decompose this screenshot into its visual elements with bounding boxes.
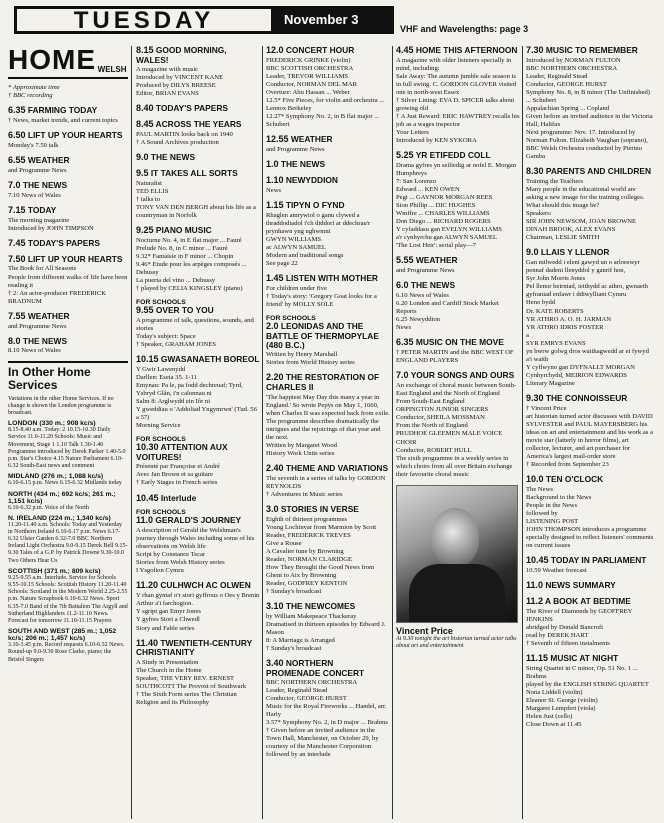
- programme-heading: [396, 46, 520, 56]
- programme-entry: [8, 106, 128, 125]
- programme-heading: [266, 46, 390, 56]
- programme-details: Training the Teachers Many people in the educational world are asking a new image for the training colleges. What should this image be? Speakers: SIR JOHN NEWSOM, JOAN BROWNE DINAH BROOK, ALEX EVANS Chairman, LESLIE SMITH: [526, 178, 645, 242]
- programme-heading: [266, 505, 390, 515]
- programme-title: WEATHER: [27, 154, 70, 165]
- programme-details: A Study in Presentation The Church in the Home Speaker, THE VERY REV. ERNEST SOUTHCOTT The Provost of Southwark † The Sixth Form series The Christian Religion and its Philosophy: [136, 658, 247, 706]
- programme-title: LIFT UP YOUR HEARTS: [27, 253, 123, 264]
- programme-details: and Programme News: [266, 146, 325, 154]
- programme-details: A description of Gerald the Welshman's journey through Wales including some of his observations on Welsh life Script by Constance Tecar Stories from Welsh History series I Ysgolion Cymru: [136, 527, 255, 575]
- programme-entry: [266, 505, 390, 596]
- programme-entry: [396, 371, 520, 478]
- programme-title: THE RESTORATION OF CHARLES II: [266, 372, 380, 393]
- programme-time: 6.55: [8, 154, 26, 165]
- programme-details: Gan milwedd i eleni gawyd un o arloeswyr pennaf dadeni llenyddol y ganrif hon, Syr John Morris Jones Pel llenor beirniad, ieithydd ac athro, gwnaeth gyfraniad enfawr i ddiwylliant Cymru Heno bydd Dr. KATE ROBERTS YR ATHRO A. O. H. JARMAN YR ATHRO IDRIS FOSTER a SYR EMRYS EVANS yn bwrw golwg dros waithagwedd ar ei fywyd a'i waith Y cyflwyno gan DYFNALLT MORGAN Cynhyrchydd, MEIRION EDWARDS Literary Magazine: [526, 259, 649, 387]
- programme-time: 2.40: [266, 462, 284, 473]
- region-name: LONDON (330 m.; 908 kc/s): [8, 420, 96, 428]
- programme-time: 10.30: [136, 442, 159, 453]
- programme-details: 6.10 News of Wales 6.20 London and Cardiff Stock Market Reports 6.25 Newyddion News: [396, 292, 499, 332]
- programme-entry: [8, 206, 128, 233]
- column-home: [8, 46, 128, 819]
- region-list: [8, 420, 128, 664]
- programme-details: Présenté par Françoise et André Avec Jan Brown et sa guitare † Early Stages in French series: [136, 463, 220, 487]
- programme-title: PARENTS AND CHILDREN: [545, 166, 652, 177]
- programme-time: 7.30: [526, 46, 544, 55]
- programme-heading: [396, 151, 520, 161]
- programme-heading: [396, 338, 520, 348]
- programme-time: 4.45: [396, 46, 414, 55]
- programme-title: THE NEWS: [22, 179, 68, 190]
- programme-heading: [526, 46, 654, 56]
- other-services-intro: Variations in the other Home Services. If no change is shown the London programme is broadcast.: [8, 395, 114, 417]
- programme-heading: [266, 373, 390, 392]
- programme-details: Drama gyfres yn seiliedig ar nofel E. Morgan Humphreys 7: San Lorenzo Edward ... KEN OWEN Pegi ... GAYNOR MORGAN REES Sion Phillip ... DIC HUGHES Wmffre ... CHARLES WILLIAMS Don Diego ... RICHARD ROGERS Y cyfaddasu gan EVELYN WILLIAMS a'r cynhyrchu gan ALWYN SAMUEL 'The Lost Heir': serial play—7: [396, 162, 516, 250]
- programme-entry: [136, 494, 260, 504]
- programme-title: TODAY'S PAPERS: [155, 103, 228, 114]
- programme-heading: [136, 581, 260, 591]
- programme-title: A BOOK AT BEDTIME: [545, 595, 631, 606]
- programme-details: The morning magazine Introduced by JOHN TIMPSON: [8, 216, 94, 232]
- programme-time: 3.10: [266, 600, 284, 611]
- programme-title: LIFT UP YOUR HEARTS: [27, 129, 123, 140]
- programme-time: 9.25: [136, 225, 154, 236]
- programme-title: PIANO MUSIC: [155, 225, 212, 236]
- programme-heading: [136, 355, 260, 365]
- programme-entry: [136, 355, 260, 430]
- programme-heading: [8, 181, 128, 191]
- programme-entry: [136, 46, 260, 98]
- programme-title: CONCERT HOUR: [285, 46, 355, 55]
- programme-title: CULHWCH AC OLWEN: [160, 580, 251, 591]
- programme-title: TODAY: [27, 204, 57, 215]
- programme-title: MUSIC AT NIGHT: [550, 652, 619, 663]
- column-rule: [131, 46, 132, 819]
- programme-entry: [8, 337, 128, 356]
- region-schedule: 11.20-11.40 a.m. Schools: Today and Yesterday in Northern Ireland 6.10-6.17 p.m. News 6.17-6.32 Ulster Garden 6.32-7.0 BBC Northern Ireland Light Orchestra 9.0-9.15 Derek Bell 9.15-9.30 Tales of a G.P. by Patrick Downe 9.30-10.0 Two Others Hear Us: [8, 521, 128, 564]
- programme-title: NEWS SUMMARY: [545, 580, 616, 591]
- region-name: MIDLAND (276 m.; 1,088 kc/s): [8, 473, 104, 481]
- programme-time: 11.0: [136, 515, 154, 526]
- portrait-suit: [409, 564, 505, 622]
- programme-heading: [136, 639, 260, 658]
- programme-entry: [136, 509, 260, 575]
- programme-heading: [396, 281, 520, 291]
- programme-title: THE NEWS: [410, 280, 456, 291]
- programme-time: 9.0: [526, 247, 539, 258]
- programme-list: [266, 46, 390, 759]
- programme-time: 9.30: [526, 392, 544, 403]
- programme-heading: [526, 167, 654, 177]
- programme-heading: [8, 255, 128, 265]
- programme-title: OVER TO YOU: [155, 305, 214, 316]
- programme-time: 9.0: [136, 152, 149, 163]
- programme-entry: [396, 338, 520, 365]
- programme-time: 7.15: [8, 204, 26, 215]
- programme-time: 11.40: [136, 637, 159, 648]
- programme-heading: [266, 160, 390, 170]
- programme-title: THEME AND VARIATIONS: [285, 462, 389, 473]
- programme-entry: [136, 104, 260, 114]
- programme-heading: [266, 602, 390, 612]
- programme-title: LISTEN WITH MOTHER: [285, 273, 378, 284]
- programme-heading: [396, 371, 520, 381]
- programme-title: STORIES IN VERSE: [280, 503, 359, 514]
- programme-title: GWASANAETH BOREOL: [160, 354, 260, 365]
- programme-details: A programme of talk, questions, sounds, and stories Today's subject: Space † Speaker, GRAHAM JONES: [136, 317, 254, 349]
- programme-details: Written by Henry Marshall Stories from World History series: [266, 351, 355, 367]
- programme-entry: [396, 46, 520, 145]
- programme-title: THE CONNOISSEUR: [545, 392, 628, 403]
- programme-time: 11.0: [526, 580, 544, 591]
- programme-details: Eighth of thirteen programmes Young Lochinvar from Marmion by Scott Reader, FREDERICK TREVES Give a Rouse A Cavalier tune by Browning Reader, NORMAN CLARIDGE How They Brought the Good News from Ghent to Aix by Browning Reader, GODFREY KENTON † Sunday's broadcast: [266, 515, 377, 595]
- programme-title: ACROSS THE YEARS: [155, 119, 242, 130]
- programme-details: PAUL MARTIN looks back on 1940 † A Sound Archives production: [136, 131, 233, 147]
- programme-heading: [266, 201, 390, 211]
- programme-time: 2.0: [266, 321, 279, 331]
- column-5: [526, 46, 654, 819]
- programme-time: 8.45: [136, 119, 154, 130]
- programme-entry: [136, 299, 260, 349]
- programme-time: 3.0: [266, 503, 279, 514]
- programme-heading: [8, 239, 128, 249]
- programme-entry: [266, 46, 390, 129]
- programme-heading: [526, 654, 654, 664]
- programme-heading: [526, 581, 654, 591]
- programme-heading: [526, 394, 654, 404]
- programme-title: FARMING TODAY: [27, 105, 98, 116]
- programme-title: TEN O'CLOCK: [545, 473, 604, 484]
- programme-entry: [526, 167, 654, 242]
- column-rule: [392, 46, 393, 819]
- welsh-label: WELSH: [97, 65, 127, 74]
- programme-entry: [266, 315, 390, 367]
- programme-details: The News Background to the News People in the News followed by LISTENING POST JOHN THOMPSON introduces a programme specially designed to reflect listeners' comments on current issues: [526, 485, 654, 550]
- programme-entry: [136, 581, 260, 632]
- programme-time: 7.0: [8, 179, 21, 190]
- programme-title: GERALD'S JOURNEY: [155, 515, 242, 526]
- programme-heading: [526, 556, 654, 566]
- programme-title: HOME THIS AFTERNOON: [415, 46, 518, 55]
- programme-entry: [136, 153, 260, 163]
- column-2: [136, 46, 260, 819]
- programme-heading: [266, 464, 390, 474]
- programme-title: THE NEWS: [22, 335, 68, 346]
- programme-details: A magazine with older listeners specially in mind, including: Sale Away: The autumn jumble sale season is in full swing. C. GORDON GLOVER visited one in north-west Essex † Silver Lining: EVA D. SPICER talks about growing old † A Just Reward: ERIC HAWTREY recalls his job as a wages inspector Your Letters Introduced by KEN SYKORA: [396, 56, 520, 145]
- programme-title: TIPYN O FYND: [285, 199, 345, 210]
- region-name: NORTH (434 m.; 692 kc/s; 261 m.; 1,151 kc/s): [8, 490, 116, 505]
- region-name: N. IRELAND (224 m.; 1,340 kc/s): [8, 514, 111, 522]
- programme-title: LEONIDAS AND THE BATTLE OF THERMOPYLAE (480 B.C.): [266, 321, 379, 351]
- programme-title: NEWYDDION: [285, 174, 338, 185]
- programme-heading: [8, 131, 128, 141]
- programme-time: 8.30: [526, 166, 544, 177]
- programme-entry: [396, 151, 520, 250]
- programme-time: 11.2: [526, 595, 544, 606]
- programme-time: 7.45: [8, 237, 26, 248]
- programme-time: 9.55: [136, 305, 154, 316]
- programme-time: 11.15: [526, 652, 549, 663]
- programme-heading: [136, 153, 260, 163]
- programme-details: 8.10 News of Wales: [8, 347, 61, 355]
- programme-time: 6.50: [8, 129, 26, 140]
- divider: [8, 77, 128, 79]
- programme-heading: [266, 322, 390, 350]
- programme-details: An exchange of choral music between South-East England and the North of England From South-East England ORPINGTON JUNIOR SINGERS Conductor, SHEILA MOSSMAN From the North of England PRUDHOE GLEEMEN MALE VOICE CHOIR Conductor, ROBERT HULL The sixth programme in a weekly series in which choirs from all over Britain exchange their favourite choral music: [396, 382, 517, 478]
- programme-entry: [266, 464, 390, 499]
- programme-heading: [266, 135, 390, 145]
- programme-entry: [8, 156, 128, 175]
- programme-label: FOR SCHOOLS: [136, 299, 186, 307]
- programme-entry: [8, 239, 128, 249]
- programme-details: Y rhan gyntaf o'r stori gyffrous o Oes y Brenin Arthur a'i farchogion. Y sgript gan Emyr Jones Y gyfres Stori a Chwedl Story and Fable series: [136, 592, 260, 632]
- programme-heading: [136, 169, 260, 179]
- programme-time: 6.35: [8, 105, 26, 116]
- programme-entry: [526, 654, 654, 729]
- programme-title: TODAY IN PARLIAMENT: [550, 555, 647, 566]
- programme-title: MUSIC ON THE MOVE: [415, 337, 504, 348]
- programme-details: † Vincent Price art historian turned actor discusses with DAVID SYLVESTER and PAUL MAYERSBERG his ideas on art and entertainment and his work as a movie star (latterly in horror films), art collector, lecturer, and art purchaser for America's largest mail-order store † Recorded from September 23: [526, 404, 653, 468]
- programme-details: and Programme News: [8, 322, 67, 330]
- programme-entry: [266, 373, 390, 457]
- programme-title: THE NEWS: [150, 152, 196, 163]
- programme-entry: [526, 581, 654, 591]
- programme-details: BBC NORTHERN ORCHESTRA Leader, Reginald Stead Conductor, GEORGE HURST Music for the Royal Fireworks ... Handel, arr. Harty 3.57* Symphony No. 2, in D major ... Brahms † Given before an invited audience in the Town Hall, Manchester, on October 29, by courtesy of the Manchester Corporation followed by an interlude: [266, 679, 388, 759]
- programme-entry: [266, 135, 390, 154]
- programme-entry: [266, 274, 390, 309]
- programme-heading: [526, 475, 654, 485]
- programme-time: 8.15: [136, 46, 154, 55]
- programme-details: FREDERICK GRINKE (violin) BBC SCOTTISH ORCHESTRA Leader, TREVOR WILLIAMS Conductor, NORMAN DEL MAR Overture: Abu Hassan ... Weber 12.5* Five Pieces, for violin and orchestra ... Lennox Berkeley 12.27* Symphony No. 2, in B flat major ... Schubert: [266, 56, 385, 129]
- region-schedule: 9.25-9.55 a.m. Interlude. Service for Schools 9.55-10.15 Schools: Scottish History 11.20-11.40 Schools: Scotland in the Modern World 2.25-2.55 p.m. Nature Scrapbook 6.10-6.32 News. Sport 6.35-7.0 Band of the 7th Battalion The Argyll and Sutherland Highlanders 11.2-11.10 News. Forecast for tomorrow 11.10-11.15 Prayers: [8, 574, 128, 624]
- programme-time: 6.0: [396, 280, 409, 291]
- programme-details: String Quartet in C minor, Op. 51 No. 1 ... Brahms played by the ENGLISH STRING QUARTET Nona Liddell (violin) Eleanor St. George (violin) Margaret Lempfert (viola) Helen Just (cello) Close Down at 11.45: [526, 664, 649, 729]
- programme-details: † News, market trends, and current topics: [8, 116, 118, 124]
- programme-heading: [526, 597, 654, 607]
- programme-entry: [8, 255, 128, 306]
- programme-details: A magazine with music Introduced by VINCENT KANE Produced by DILYS BREESE Editor, BRIAN EVANS: [136, 66, 224, 98]
- programme-details: The River of Diamonds by GEOFFREY JENKINS abridged by Donald Bancroft read by DEREK HART † Seventh of fifteen instalments: [526, 607, 633, 647]
- programme-heading: [136, 226, 260, 236]
- programme-time: 2.20: [266, 372, 284, 383]
- programme-heading: [136, 494, 260, 504]
- programme-heading: [8, 206, 128, 216]
- programme-entry: [136, 169, 260, 220]
- programme-title: TWENTIETH-CENTURY CHRISTIANITY: [136, 637, 253, 658]
- column-3: [266, 46, 390, 819]
- region-schedule: 6.10-6.32 p.m. Voice of the North: [8, 504, 89, 511]
- other-services-title: In Other Home Services: [8, 361, 128, 391]
- programme-heading: [396, 256, 520, 266]
- programme-label: FOR SCHOOLS: [266, 315, 316, 322]
- programme-title: ATTENTION AUX VOITURES!: [136, 442, 228, 463]
- programme-label: FOR SCHOOLS: [136, 509, 186, 517]
- programme-heading: [136, 306, 260, 316]
- programme-heading: [136, 516, 260, 526]
- programme-entry: [526, 248, 654, 387]
- programme-time: 7.50: [8, 253, 26, 264]
- programme-entry: [136, 436, 260, 487]
- programme-title: IT TAKES ALL SORTS: [150, 167, 238, 178]
- legend-approx: * Approximate time: [8, 84, 60, 91]
- vincent-price-photo: [396, 485, 518, 623]
- programme-entry: [266, 201, 390, 268]
- programme-title: WEATHER: [27, 310, 70, 321]
- programme-list: [396, 46, 520, 479]
- page-header: [0, 0, 664, 40]
- programme-label: FOR SCHOOLS: [136, 436, 186, 444]
- programme-time: 3.40: [266, 658, 284, 669]
- programme-entry: [526, 597, 654, 648]
- programme-title: MUSIC TO REMEMBER: [545, 46, 638, 55]
- programme-heading: [136, 46, 260, 65]
- programme-title: WEATHER: [415, 255, 458, 266]
- programme-heading: [266, 176, 390, 186]
- programme-entry: [266, 160, 390, 170]
- programme-time: 10.0: [526, 473, 544, 484]
- programme-list: [136, 46, 260, 707]
- programme-time: 10.45: [136, 492, 159, 503]
- programme-entry: [266, 659, 390, 759]
- programme-title: TODAY'S PAPERS: [27, 237, 100, 248]
- programme-details: Rhaglen amrywiol o ganu clywed a thraddodiadol i'ch diddori ar ddechrau'r prynhawn yng nghwmni GWYN WILLIAMS ac ALWYN SAMUEL Modern and traditional songs See page 22: [266, 211, 371, 267]
- region-name: SCOTTISH (371 m.; 809 kc/s): [8, 567, 101, 575]
- programme-entry: [526, 475, 654, 550]
- programme-details: 7.10 News of Wales: [8, 191, 61, 199]
- programme-time: 10.15: [136, 354, 159, 365]
- programme-time: 11.20: [136, 580, 159, 591]
- date-heading: November 3: [274, 6, 394, 34]
- programme-time: 6.35: [396, 337, 414, 348]
- programme-details: Y Gwir Lawenydd Darllen: Eseia 35. 1-11 Emynau: Pa le, pa fodd dechreuaf; Tyrd, Ysbryd Glân, i'n calonnau ni Salm 8: Arglwydd ein Iôr ni Y gweddïau o 'Addoliad Yngymrwn' (Tud. 56 a 57) Morning Service: [136, 366, 257, 430]
- programme-entry: [266, 602, 390, 653]
- legend-recording: † BBC recording: [8, 92, 53, 100]
- programme-entry: [136, 639, 260, 707]
- programme-details: The Book for All Seasons People from different walks of life have been reading it † 2: An actor-producer FREDERICK BRADNUM: [8, 265, 128, 305]
- programme-heading: [136, 120, 260, 130]
- programme-title: YR ETIFEDD COLL: [415, 150, 491, 161]
- programme-details: † PETER MARTIN and the BBC WEST OF ENGLAND PLAYERS: [396, 349, 514, 365]
- programme-time: 5.55: [396, 255, 414, 266]
- programme-title: LLAIS Y LLENOR: [540, 247, 610, 258]
- programme-title: YOUR SONGS AND OURS: [410, 370, 515, 381]
- programme-entry: [8, 181, 128, 200]
- programme-details: For children under five † Today's story: 'Gregory Goat looks for a friend' by MOLLY SOLE: [266, 284, 377, 308]
- programme-details: Naturalist TED ELLIS † talks to TONY VAN DEN BERGH about his life as a countryman in Norfolk: [136, 179, 256, 219]
- programme-details: and Programme News: [8, 166, 67, 174]
- programme-time: 9.5: [136, 167, 149, 178]
- programme-heading: [8, 106, 128, 116]
- programme-heading: [266, 659, 390, 678]
- programme-details: News: [266, 186, 282, 194]
- programme-details: 'The happiest May Day this many a year in England.' So wrote Pepys on May 1, 1660, when Charles II was expected back from exile. The programme describes dramatically the intrigues and the rejoicings of that year and the next. Written by Margaret Wood History Work Units series: [266, 393, 390, 457]
- programme-heading: [8, 337, 128, 347]
- programme-entry: [136, 226, 260, 293]
- programme-details: and Programme News: [396, 267, 455, 275]
- programme-title: GOOD MORNING, WALES!: [136, 46, 227, 65]
- column-rule: [522, 46, 523, 819]
- programme-title: WEATHER: [290, 134, 333, 145]
- programme-heading: [136, 104, 260, 114]
- programme-entry: [8, 131, 128, 150]
- programme-entry: [8, 312, 128, 331]
- home-title: HOME: [8, 46, 96, 75]
- programme-time: 1.15: [266, 199, 284, 210]
- programme-heading: [266, 274, 390, 284]
- column-rule: [262, 46, 263, 819]
- programme-title: THE NEWCOMES: [285, 600, 356, 611]
- programme-list: [526, 46, 654, 729]
- region-schedule: 8.15-8.40 a.m. Today: 2 10.15-10.30 Daily Service 11.0-11.20 Schools: Music and Movement, Stage 1 1.10 Talk 1.30-1.40 Programme introduced by Derek Parker 1.40-5.0 p.m. Star's Choice 4.15 Nature Parliament 6.10-6.32 South-East news and comment: [8, 427, 126, 470]
- programme-time: 1.10: [266, 174, 284, 185]
- programme-title: THE NEWS: [280, 159, 326, 170]
- programme-entry: [526, 556, 654, 575]
- programme-title: NORTHERN PROMENADE CONCERT: [266, 658, 365, 678]
- programme-time: 1.45: [266, 273, 284, 284]
- programme-details: 10.59 Weather forecast: [526, 567, 587, 574]
- programme-entry: [526, 46, 654, 161]
- programme-time: 12.0: [266, 46, 284, 55]
- programme-details: Monday's 7.50 talk: [8, 141, 59, 149]
- programme-time: 7.0: [396, 370, 409, 381]
- programme-list: [8, 106, 128, 355]
- programme-time: 5.25: [396, 150, 414, 161]
- programme-entry: [266, 176, 390, 195]
- vhf-note: VHF and Wavelengths: page 3: [400, 24, 529, 34]
- programme-details: Introduced by NORMAN FULTON BBC NORTHERN ORCHESTRA Leader, Reginald Stead Conductor, GEORGE HURST Symphony No. 8, in B minor (The Unfinished) ... Schubert Appalachian Spring ... Copland Given before an invited audience in the Victoria Hall, Halifax Next programme: Nov. 17. Introduced by Norman Fulton. Elizabeth Vaughan (soprano), BBC Welsh Orchestra conducted by Pierino Gamba: [526, 56, 653, 161]
- programme-time: 8.0: [8, 335, 21, 346]
- region-schedule: 3.10-3.45 p.m. Record requests 6.10-6.32 News. Round-up 9.0-9.30 Rose Clarke, piano; the Bristol Singers: [8, 642, 125, 663]
- programme-heading: [8, 312, 128, 322]
- programme-entry: [396, 256, 520, 275]
- programme-details: Nocturne No. 4, in E flat major ... Fauré Prelude No. 8, in C minor ... Fauré 9.32* Fantaisie in F minor ... Chopin 9.46* Etude pour les arpèges composés ... Debussy La puerta del vino ... Debussy † played by CELIA KINGSLEY (piano): [136, 236, 247, 293]
- region-name: SOUTH AND WEST (285 m.; 1,052 kc/s; 206 m.; 1,457 kc/s): [8, 628, 117, 643]
- programme-details: The seventh in a series of talks by GORDON REYNOLDS † Adventures in Music series: [266, 474, 386, 498]
- programme-heading: [8, 156, 128, 166]
- programme-time: 1.0: [266, 159, 279, 170]
- day-heading: TUESDAY: [14, 6, 274, 34]
- photo-caption-name: Vincent Price: [396, 625, 453, 636]
- programme-details: by William Makepeace Thackeray Dramatised in thirteen episodes by Edward J. Mason 8: A Marriage is Arranged † Sunday's broadcast: [266, 612, 386, 652]
- programme-heading: [526, 248, 654, 258]
- programme-time: 8.40: [136, 103, 154, 114]
- photo-caption-text: At 9.30 tonight the art historian turned actor talks about art and entertainment: [396, 635, 517, 649]
- column-4: [396, 46, 520, 819]
- programme-time: 12.55: [266, 134, 289, 145]
- programme-time: 7.55: [8, 310, 26, 321]
- programme-time: 10.45: [526, 555, 549, 566]
- programme-title: Interlude: [160, 492, 197, 503]
- region-schedule: 6.10-6.15 p.m. News 6.15-6.32 Midlands today: [8, 480, 122, 487]
- programme-entry: [136, 120, 260, 147]
- portrait-face: [431, 508, 479, 568]
- programme-entry: [526, 394, 654, 469]
- programme-entry: [396, 281, 520, 332]
- programme-heading: [136, 443, 260, 462]
